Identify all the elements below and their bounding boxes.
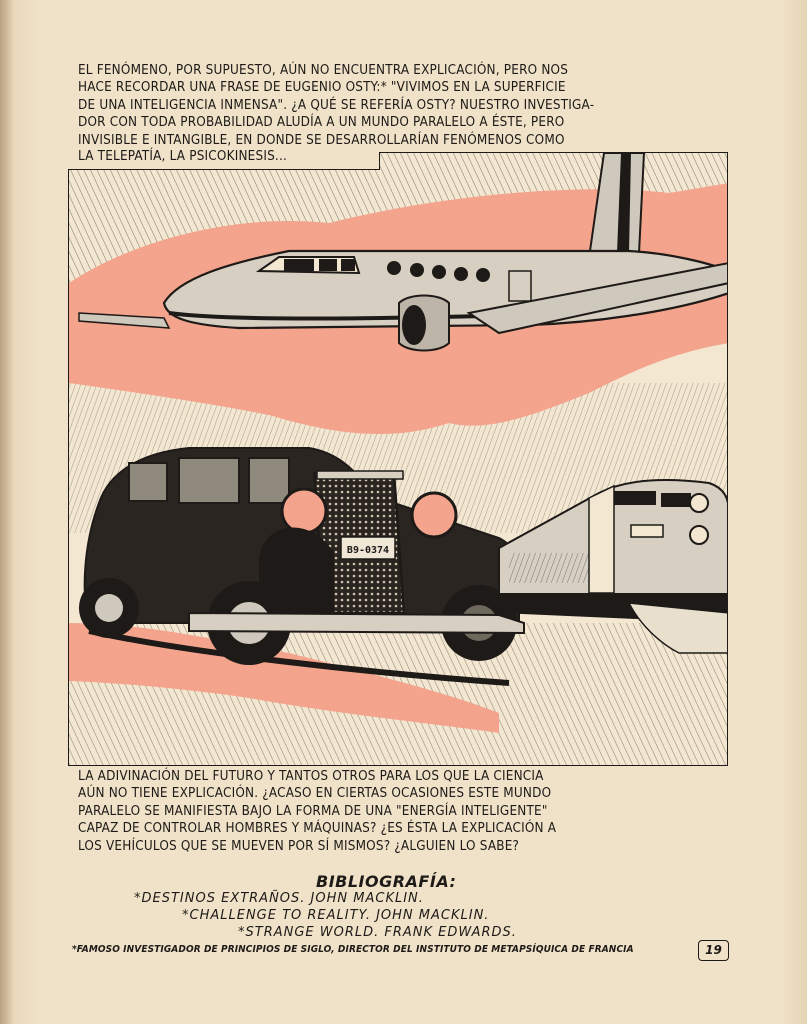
footnote: *FAMOSO INVESTIGADOR DE PRINCIPIOS DE SIGLO, DIRECTOR DEL INSTITUTO DE METAPSÍQUICA DE FRANCIA [72,944,634,955]
caption-bottom-line: PARALELO SE MANIFIESTA BAJO LA FORMA DE UNA "ENERGÍA INTELIGENTE" [78,803,548,819]
caption-bottom-line: AÚN NO TIENE EXPLICACIÓN. ¿ACASO EN CIERTAS OCASIONES ESTE MUNDO [78,786,552,802]
car-side-window [179,458,239,503]
caption-top-line: DOR CON TODA PROBABILIDAD ALUDÍA A UN MUNDO PARALELO A ÉSTE, PERO [78,115,565,131]
caption-bottom-line: LA ADIVINACIÓN DEL FUTURO Y TANTOS OTROS PARA LOS QUE LA CIENCIA [78,769,544,784]
car-headlight-right [412,493,456,537]
car-rear-window [129,463,167,501]
caption-bottom [78,768,556,855]
license-plate-text: B9-0374 [346,545,390,556]
spine-shadow [0,0,14,1024]
caption-top-line: EL FENÓMENO, POR SUPUESTO, AÚN NO ENCUENTRA EXPLICACIÓN, PERO NOS [78,63,569,78]
caption-top-line: DE UNA INTELIGENCIA INMENSA". ¿A QUÉ SE REFERÍA OSTY? NUESTRO INVESTIGA- [78,97,595,113]
illustration-panel [68,152,728,766]
caption-top [78,62,594,149]
car-front-window [249,458,289,503]
car-headlight-left [282,489,326,533]
car-bumper [189,613,524,633]
caption-bottom-line: LOS VEHÍCULOS QUE SE MUEVEN POR SÍ MISMOS? ¿ALGUIEN LO SABE? [78,838,520,854]
bibliography-entry: *STRANGE WORLD. FRANK EDWARDS. [238,925,517,940]
bibliography-title: BIBLIOGRAFÍA: [316,872,457,891]
bibliography-entry: *CHALLENGE TO REALITY. JOHN MACKLIN. [182,908,490,923]
caption-top-line: HACE RECORDAR UNA FRASE DE EUGENIO OSTY:* "VIVIMOS EN LA SUPERFICIE [78,80,566,96]
bibliography-entry: *DESTINOS EXTRAÑOS. JOHN MACKLIN. [134,891,424,906]
caption-top-line: INVISIBLE E INTANGIBLE, EN DONDE SE DESARROLLARÍAN FENÓMENOS COMO [78,132,565,148]
caption-top-line: LA TELEPATÍA, LA PSICOKINESIS... [78,149,287,164]
illustration-svg [69,153,728,766]
caption-bottom-line: CAPAZ DE CONTROLAR HOMBRES Y MÁQUINAS? ¿ES ÉSTA LA EXPLICACIÓN A [78,821,557,837]
page-number: 19 [698,940,729,961]
